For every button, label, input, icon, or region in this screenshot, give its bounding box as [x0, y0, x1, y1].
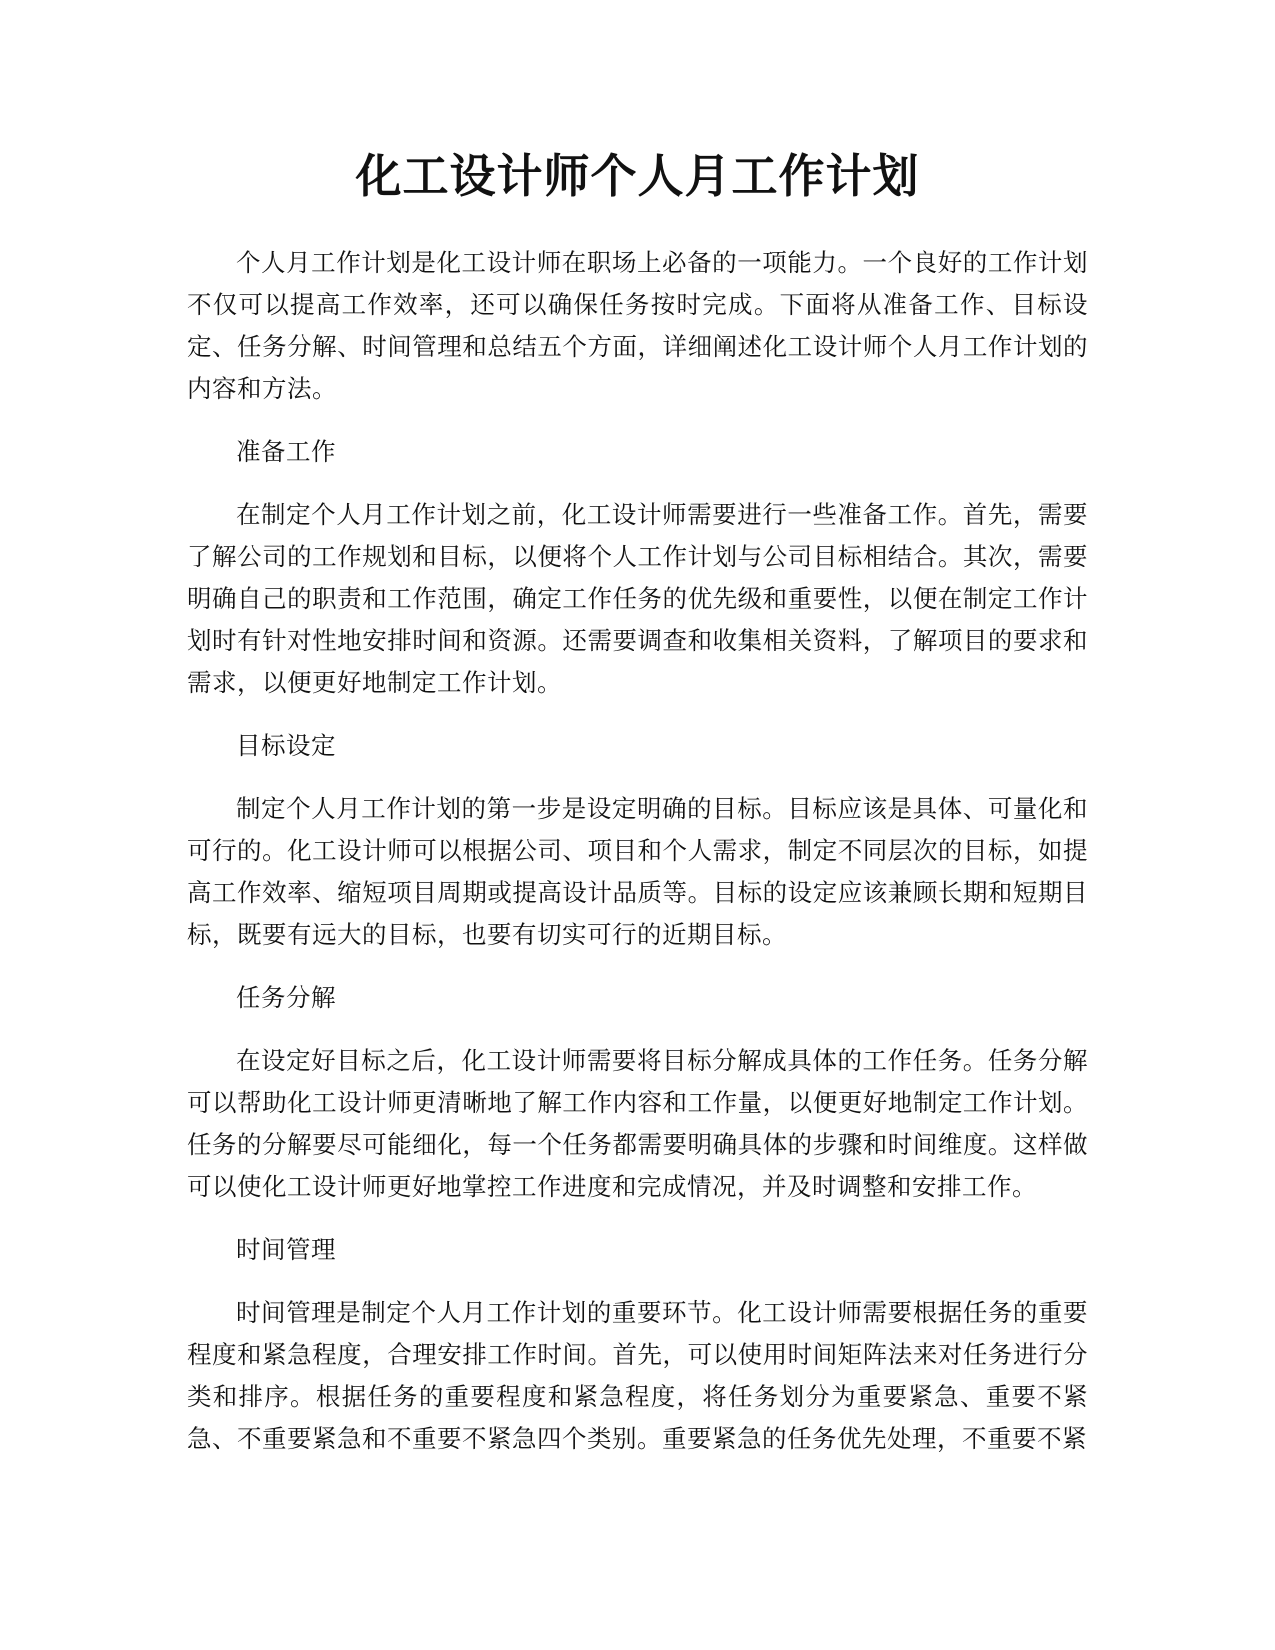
section-paragraph-preparation: 在制定个人月工作计划之前，化工设计师需要进行一些准备工作。首先，需要了解公司的工作规划和目标，以便将个人工作计划与公司目标相结合。其次，需要明确自己的职责和工作范围，确定工作任务的优先级和重要性，以便在制定工作计划时有针对性地安排时间和资源。还需要调查和收集相关资料，了解项目的要求和需求，以便更好地制定工作计划。	[187, 500, 1088, 697]
section-heading-task-breakdown: 任务分解	[236, 983, 336, 1012]
document-title: 化工设计师个人月工作计划	[355, 149, 920, 203]
section-paragraph-task-breakdown: 在设定好目标之后，化工设计师需要将目标分解成具体的工作任务。任务分解可以帮助化工设计师更清晰地了解工作内容和工作量，以便更好地制定工作计划。任务的分解要尽可能细化，每一个任务都需要明确具体的步骤和时间维度。这样做可以使化工设计师更好地掌控工作进度和完成情况，并及时调整和安排工作。	[187, 1046, 1088, 1201]
section-paragraph-goal-setting: 制定个人月工作计划的第一步是设定明确的目标。目标应该是具体、可量化和可行的。化工设计师可以根据公司、项目和个人需求，制定不同层次的目标，如提高工作效率、缩短项目周期或提高设计品质等。目标的设定应该兼顾长期和短期目标，既要有远大的目标，也要有切实可行的近期目标。	[187, 794, 1088, 949]
section-heading-time-management: 时间管理	[236, 1235, 336, 1264]
section-paragraph-time-management: 时间管理是制定个人月工作计划的重要环节。化工设计师需要根据任务的重要程度和紧急程度，合理安排工作时间。首先，可以使用时间矩阵法来对任务进行分类和排序。根据任务的重要程度和紧急程度，将任务划分为重要紧急、重要不紧急、不重要紧急和不重要不紧急四个类别。重要紧急的任务优先处理，不重要不紧	[187, 1298, 1088, 1453]
section-heading-preparation: 准备工作	[236, 437, 336, 466]
document-body	[187, 242, 1088, 1460]
intro-paragraph: 个人月工作计划是化工设计师在职场上必备的一项能力。一个良好的工作计划不仅可以提高工作效率，还可以确保任务按时完成。下面将从准备工作、目标设定、任务分解、时间管理和总结五个方面，详细阐述化工设计师个人月工作计划的内容和方法。	[187, 248, 1088, 403]
section-heading-goal-setting: 目标设定	[236, 731, 336, 760]
